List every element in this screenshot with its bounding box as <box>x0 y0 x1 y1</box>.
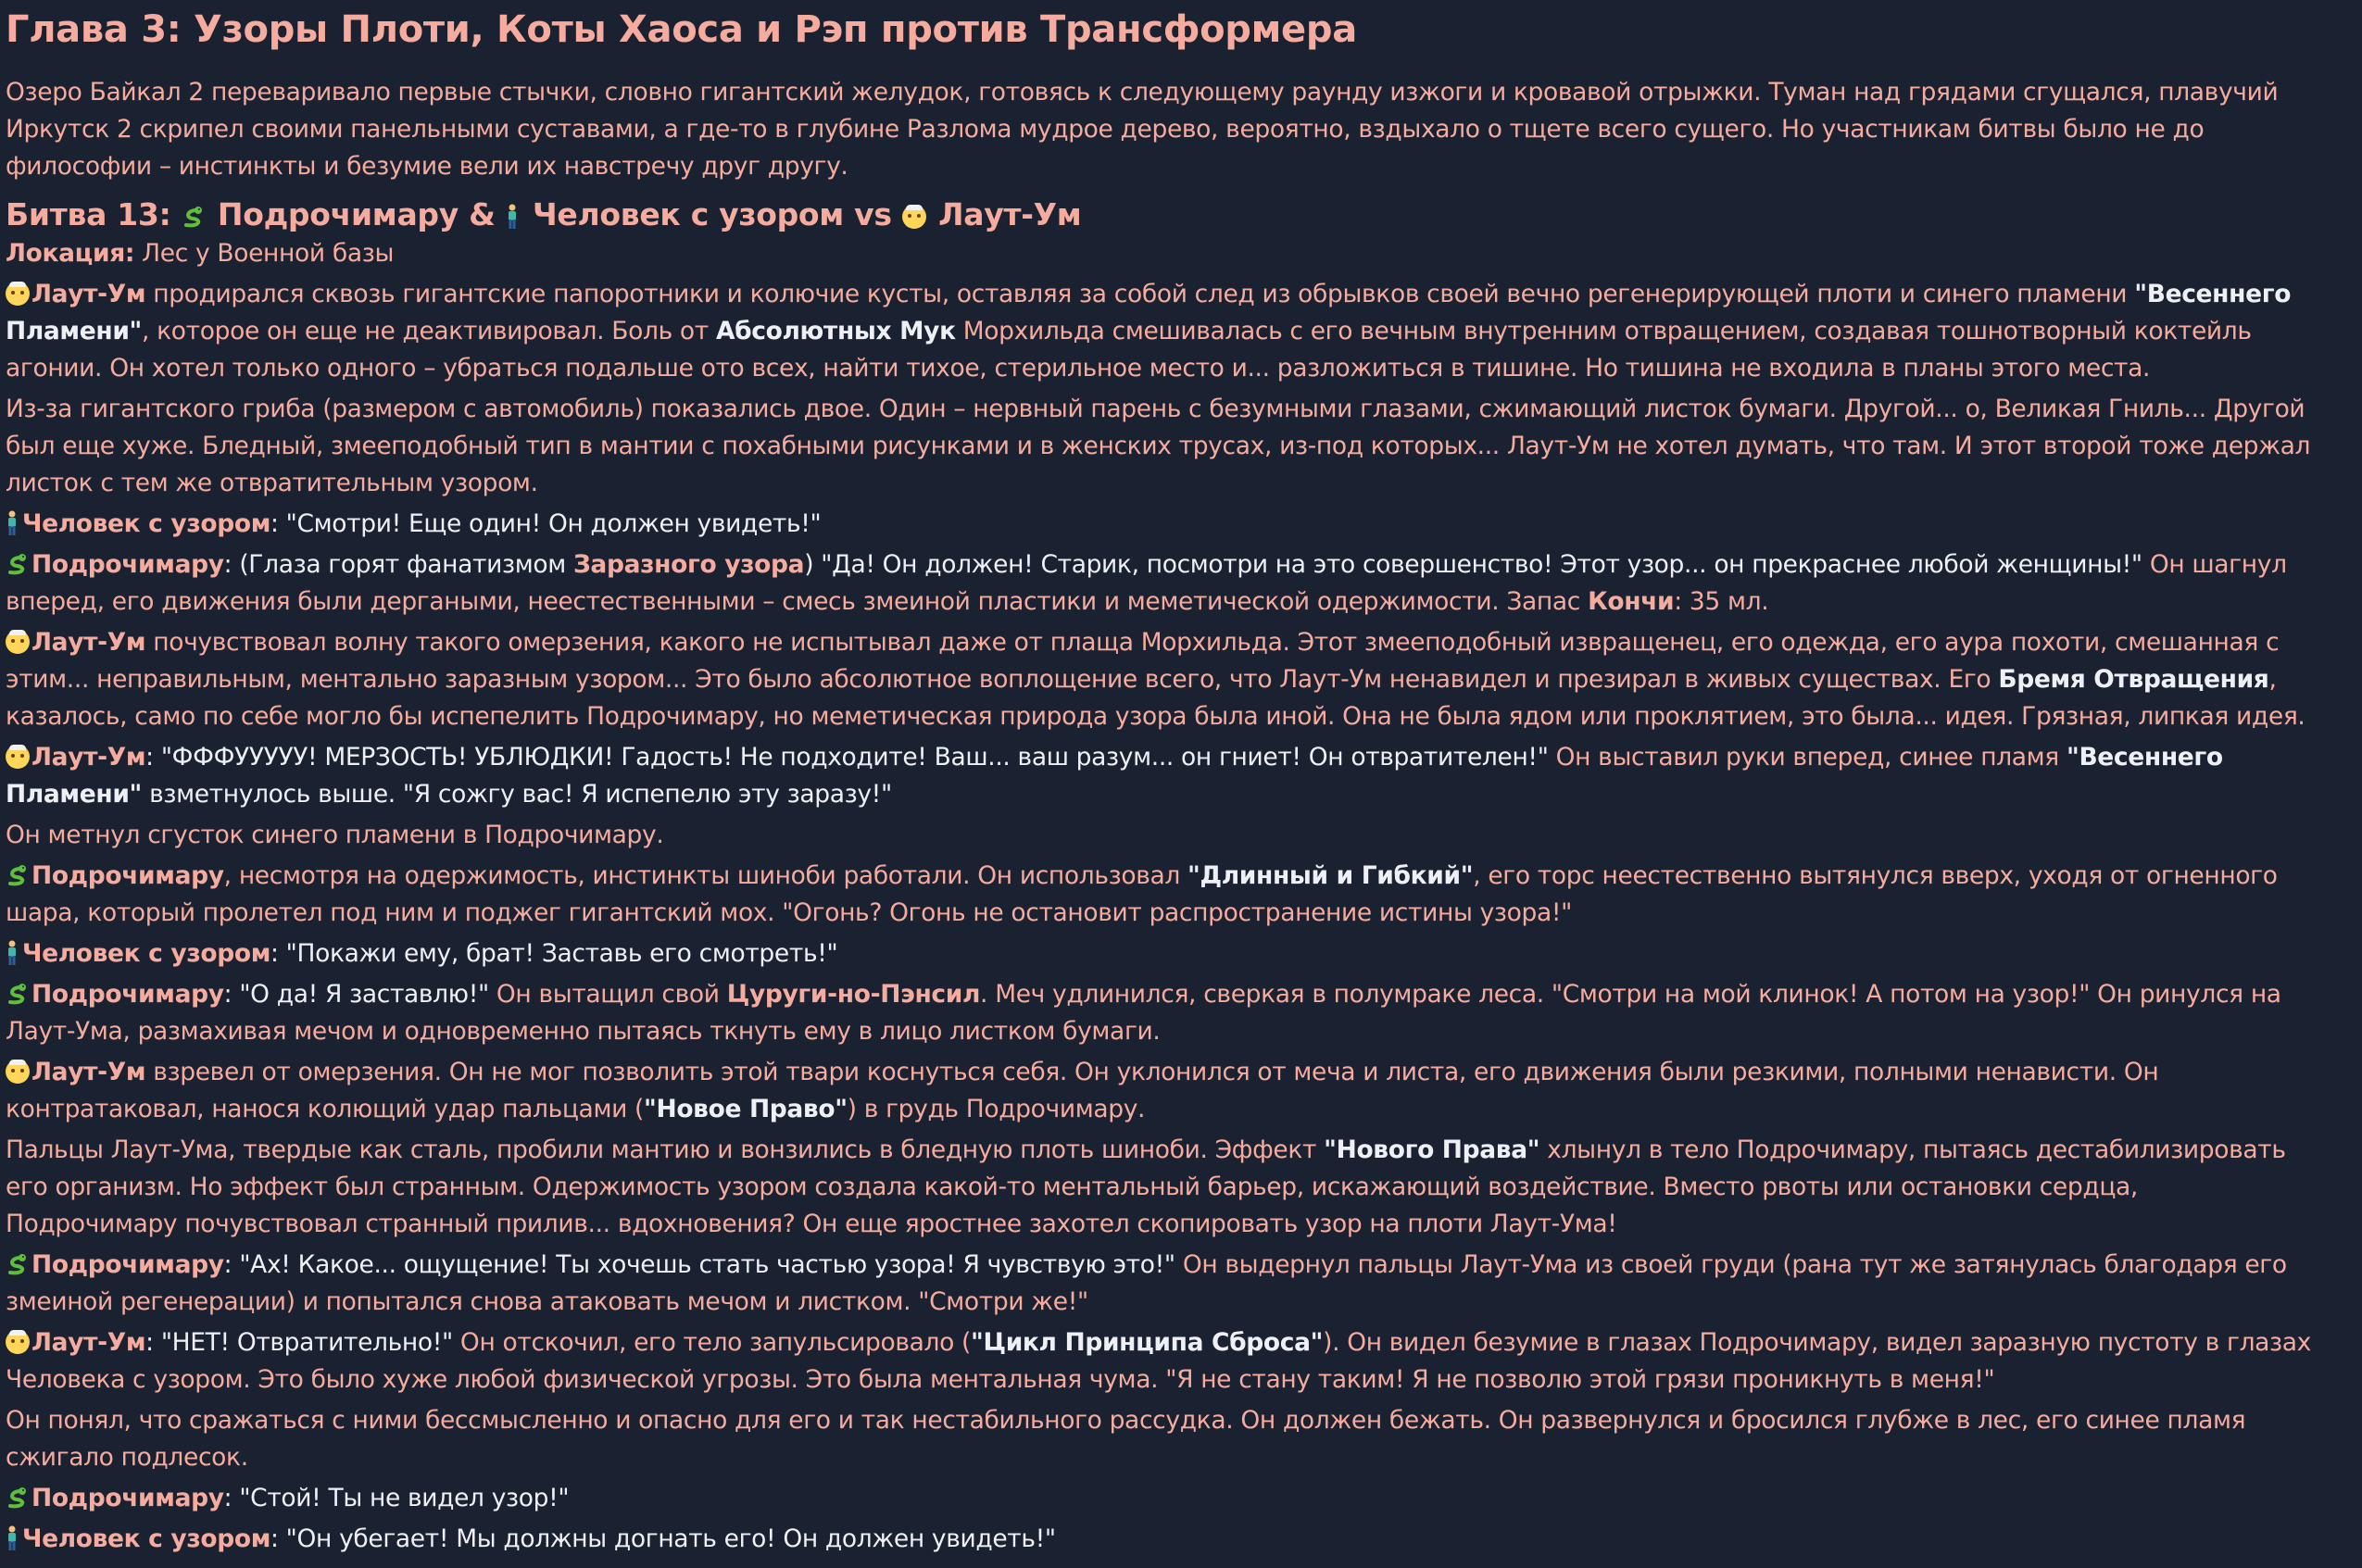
story-paragraph <box>6 1054 2312 1128</box>
dialogue-text: : "О да! Я заставлю!" <box>223 980 489 1009</box>
old-man-face-icon <box>6 282 30 306</box>
dialogue-text: : "Он убегает! Мы должны догнать его! Он должен увидеть!" <box>270 1524 1056 1553</box>
location-value: Лес у Военной базы <box>134 239 395 268</box>
standing-person-icon <box>506 199 519 225</box>
story-paragraph <box>6 624 2312 735</box>
narration-text: почувствовал волну такого омерзения, какого не испытывал даже от плаща Морхильда. Этот змееподобный извращенец, его одежда, его аура похоти, смешанная с этим... неправильным, ментально заразным узором... Это было абсолютное воплощение всего, что Лаут-Ум ненавидел и презирал в живых существах. Его <box>6 628 2280 694</box>
narration-text: Пальцы Лаут-Ума, твердые как сталь, пробили мантию и вонзились в бледную плоть шиноби. Эффект <box>6 1135 1325 1164</box>
story-paragraph <box>6 1521 2312 1558</box>
dialogue-text: : "Стой! Ты не видел узор!" <box>223 1484 570 1512</box>
character-name: Заразного узора <box>572 550 805 579</box>
character-name: Кончи <box>1588 587 1675 616</box>
old-man-face-icon <box>6 1330 30 1354</box>
emphasis-term: Бремя Отвращения <box>1998 665 2269 694</box>
battle-heading <box>6 194 2312 235</box>
character-name: Подрочимару <box>31 980 224 1009</box>
location-line <box>6 235 2312 272</box>
narration-text: : 35 мл. <box>1674 587 1769 616</box>
character-name: Человек с узором <box>22 1524 271 1553</box>
story-paragraph <box>6 1324 2312 1399</box>
story-paragraphs <box>6 276 2312 1558</box>
emphasis-term: "Весеннего Пламени" <box>6 743 2223 809</box>
narration-text: Он вытащил свой <box>488 980 727 1009</box>
narration-text: Он выдернул пальцы Лаут-Ума из своей груди (рана тут же затянулась благодаря его змеиной регенерации) и попытался снова атаковать мечом и листком. "Смотри же!" <box>6 1250 2287 1316</box>
emphasis-term: "Новое Право" <box>644 1095 848 1123</box>
emphasis-term: "Нового Права" <box>1324 1135 1540 1164</box>
story-paragraph <box>6 391 2312 502</box>
character-name: Человек с узором <box>22 509 271 538</box>
snake-icon <box>6 1250 30 1274</box>
narration-text: взревел от омерзения. Он не мог позволить этой твари коснуться себя. Он уклонился от меча и листа, его движения были резкими, полными ненависти. Он контратаковал, нанося колющий удар пальцами ( <box>6 1058 2159 1123</box>
dialogue-text: ) "Да! Он должен! Старик, посмотри на это совершенство! Этот узор... он прекраснее любой женщины!" <box>804 550 2142 579</box>
standing-person-icon <box>6 1525 19 1551</box>
character-name: Подрочимару <box>31 861 224 890</box>
emphasis-term: "Цикл Принципа Сброса" <box>971 1328 1324 1357</box>
snake-icon <box>182 198 206 222</box>
character-name: Лаут-Ум <box>31 1328 146 1357</box>
narration-text: Он шагнул вперед, его движения были дергаными, неестественными – смесь змеиной пластики и меметической одержимости. Запас <box>6 550 2287 616</box>
dialogue-text: : "НЕТ! Отвратительно!" <box>145 1328 453 1357</box>
old-man-face-icon <box>6 1060 30 1084</box>
snake-icon <box>6 861 30 885</box>
dialogue-text: взметнулось выше. "Я сожгу вас! Я испепелю эту заразу!" <box>142 780 892 809</box>
narration-text: Он понял, что сражаться с ними бессмысленно и опасно для его и так нестабильного рассудка. Он должен бежать. Он развернулся и бросился глубже в лес, его синее пламя сжигало подлесок. <box>6 1406 2246 1472</box>
narration-text: хлынул в тело Подрочимару, пытаясь дестабилизировать его организм. Но эффект был странным. Одержимость узором создала какой-то ментальный барьер, искажающий воздействие. Вместо рвоты или остановки сердца, Подрочимару почувствовал странный прилив... вдохновения? Он еще яростнее захотел скопировать узор на плоти Лаут-Ума! <box>6 1135 2286 1238</box>
story-paragraph <box>6 858 2312 932</box>
narration-text: ). Он видел безумие в глазах Подрочимару, видел заразную пустоту в глазах Человека с узором. Это было хуже любой физической угрозы. Это была ментальная чума. "Я не стану таким! Я не позволю этой грязи проникнуть в меня!" <box>6 1328 2312 1394</box>
narration-text: , несмотря на одержимость, инстинкты шиноби работали. Он использовал <box>223 861 1188 890</box>
narration-text: , казалось, само по себе могло бы испепелить Подрочимару, но меметическая природа узора была иной. Она не была ядом или проклятием, это была... идея. Грязная, липкая идея. <box>6 665 2305 731</box>
story-paragraph <box>6 1132 2312 1243</box>
character-name: Подрочимару <box>31 1484 224 1512</box>
narration-text: . Меч удлинился, сверкая в полумраке леса. "Смотри на мой клинок! А потом на узор!" Он ринулся на Лаут-Ума, размахивая мечом и одновременно пытаясь ткнуть ему в лицо листком бумаги. <box>6 980 2281 1046</box>
emphasis-term: Абсолютных Мук <box>715 317 956 345</box>
narration-text: , которое он еще не деактивировал. Боль от <box>142 317 716 345</box>
story-paragraph <box>6 739 2312 813</box>
dialogue-text: : (Глаза горят фанатизмом <box>223 550 573 579</box>
narration-text: Морхильда смешивалась с его вечным внутренним отвращением, создавая тошнотворный коктейль агонии. Он хотел только одного – убраться подальше ото всех, найти тихое, стерильное место и... разложиться в тишине. Но тишина не входила в планы этого места. <box>6 317 2252 383</box>
fighter-podrochimaru: Подрочимару & <box>217 196 496 232</box>
story-paragraph <box>6 506 2312 543</box>
snake-icon <box>6 550 30 574</box>
old-man-face-icon <box>902 205 926 229</box>
story-paragraph <box>6 976 2312 1050</box>
chapter-title: Глава 3: Узоры Плоти, Коты Хаоса и Рэп против Трансформера <box>6 8 1357 51</box>
character-name: Цуруги-но-Пэнсил <box>726 980 981 1009</box>
standing-person-icon <box>6 940 19 966</box>
snake-icon <box>6 980 30 1004</box>
story-paragraph <box>6 935 2312 972</box>
dialogue-text: : "Смотри! Еще один! Он должен увидеть!" <box>270 509 822 538</box>
standing-person-icon <box>6 510 19 536</box>
story-paragraph <box>6 276 2312 387</box>
narration-text: Из-за гигантского гриба (размером с автомобиль) показались двое. Один – нервный парень с безумными глазами, сжимающий листок бумаги. Другой... о, Великая Гниль... Другой был еще хуже. Бледный, змееподобный тип в мантии с похабными рисунками и в женских трусах, из-под которых... Лаут-Ум не хотел думать, что там. И этот второй тоже держал листок с тем же отвратительным узором. <box>6 395 2311 497</box>
character-name: Лаут-Ум <box>31 1058 146 1086</box>
narration-text: Он выставил руки вперед, синее пламя <box>1548 743 2067 771</box>
story-paragraph <box>6 1247 2312 1321</box>
emphasis-term: "Длинный и Гибкий" <box>1187 861 1474 890</box>
old-man-face-icon <box>6 630 30 654</box>
dialogue-text: : "ФФФУУУУУ! МЕРЗОСТЬ! УБЛЮДКИ! Гадость! Не подходите! Ваш... ваш разум... он гниет! Он отвратителен!" <box>145 743 1549 771</box>
story-paragraph <box>6 817 2312 854</box>
battle-label: Битва 13: <box>6 196 171 232</box>
narration-text: Он метнул сгусток синего пламени в Подрочимару. <box>6 821 664 849</box>
snake-icon <box>6 1484 30 1508</box>
location-label: Локация: <box>6 239 135 268</box>
fighter-pattern-man: Человек с узором vs <box>533 196 892 232</box>
character-name: Лаут-Ум <box>31 743 146 771</box>
story-paragraph <box>6 1402 2312 1476</box>
character-name: Подрочимару <box>31 550 224 579</box>
narration-text: Он отскочил, его тело запульсировало ( <box>452 1328 972 1357</box>
emphasis-term: "Весеннего Пламени" <box>6 280 2292 345</box>
old-man-face-icon <box>6 745 30 769</box>
document-body <box>6 0 2312 1562</box>
narration-text: , его торс неестественно вытянулся вверх, уходя от огненного шара, который пролетел под ним и поджег гигантский мох. "Огонь? Огонь не остановит распространение истины узора!" <box>6 861 2278 927</box>
character-name: Лаут-Ум <box>31 280 146 308</box>
dialogue-text: : "Покажи ему, брат! Заставь его смотреть!" <box>270 939 838 968</box>
narration-text: продирался сквозь гигантские папоротники и колючие кусты, оставляя за собой след из обрывков своей вечно регенерирующей плоти и синего пламени <box>145 280 2135 308</box>
intro-paragraph: Озеро Байкал 2 переваривало первые стычки, словно гигантский желудок, готовясь к следующему раунду изжоги и кровавой отрыжки. Туман над грядами сгущался, плавучий Иркутск 2 скрипел своими панельными суставами, а где-то в глубине Разлома мудрое дерево, вероятно, вздыхало о тщете всего сущего. Но участникам битвы было не до философии – инстинкты и безумие вели их навстречу друг другу. <box>6 78 2279 181</box>
character-name: Подрочимару <box>31 1250 224 1279</box>
character-name: Человек с узором <box>22 939 271 968</box>
story-paragraph <box>6 546 2312 621</box>
fighter-laut-um: Лаут-Ум <box>938 196 1082 232</box>
story-paragraph <box>6 1480 2312 1517</box>
narration-text: ) в грудь Подрочимару. <box>847 1095 1146 1123</box>
dialogue-text: : "Ах! Какое... ощущение! Ты хочешь стать частью узора! Я чувствую это!" <box>223 1250 1175 1279</box>
character-name: Лаут-Ум <box>31 628 146 657</box>
